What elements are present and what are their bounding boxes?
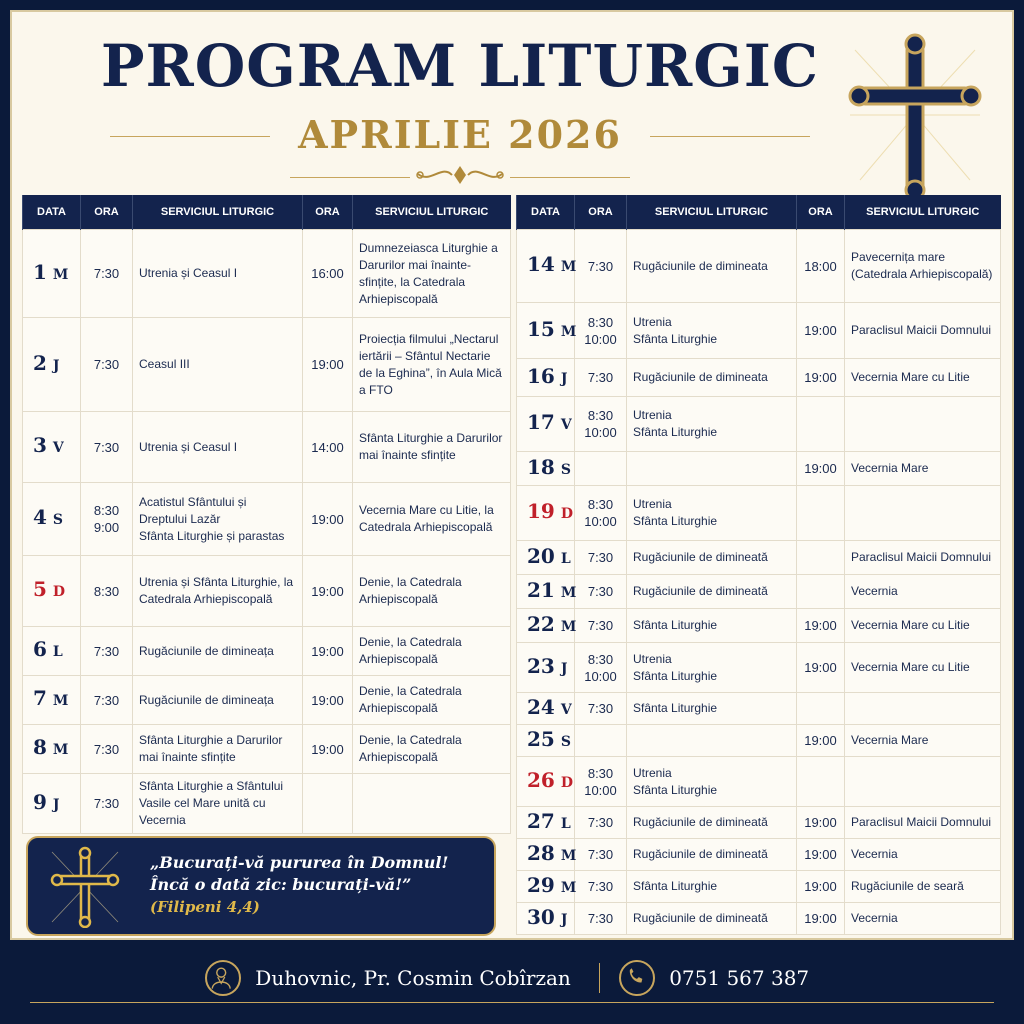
- table-row: [517, 871, 1001, 903]
- date-cell: [517, 693, 575, 725]
- table-row: [517, 486, 1001, 541]
- date-cell: [517, 230, 575, 303]
- schedule-table-left: [22, 195, 511, 834]
- table-row: [23, 556, 511, 627]
- date-number: 23: [527, 653, 555, 678]
- time-cell: 7:30: [575, 541, 627, 575]
- service-cell: Vecernia: [845, 903, 1001, 935]
- time-cell: 7:30: [81, 725, 133, 774]
- gold-divider-small-left: [290, 177, 410, 178]
- time-cell: 8:30 10:00: [575, 303, 627, 359]
- date-number: 30: [527, 904, 555, 929]
- service-cell: Rugăciunile de dimineată: [627, 903, 797, 935]
- table-row: [23, 412, 511, 483]
- footer-contact: [0, 960, 1024, 1000]
- date-cell: [23, 676, 81, 725]
- service-cell: Rugăciunile de dimineată: [627, 807, 797, 839]
- date-cell: [517, 486, 575, 541]
- time-cell: [797, 575, 845, 609]
- quote-line-1: „Bucurați-vă pururea în Domnul!: [150, 853, 449, 872]
- date-cell: [517, 575, 575, 609]
- phone-number[interactable]: 0751 567 387: [669, 966, 810, 990]
- service-cell: Acatistul Sfântului și Dreptului Lazăr Sfânta Liturghie și parastas: [133, 483, 303, 556]
- time-cell: 7:30: [575, 359, 627, 397]
- service-cell: Rugăciunile de dimineata: [627, 359, 797, 397]
- time-cell: 19:00: [797, 807, 845, 839]
- table-row: [517, 397, 1001, 452]
- phone-icon: [619, 960, 655, 996]
- service-cell: Vecernia Mare cu Litie: [845, 359, 1001, 397]
- service-cell: Sfânta Liturghie: [627, 871, 797, 903]
- date-number: 3: [33, 433, 47, 457]
- date-number: 19: [527, 499, 555, 523]
- table-row: [517, 575, 1001, 609]
- time-cell: 7:30: [81, 412, 133, 483]
- day-letter: M: [52, 693, 69, 709]
- schedule-table-right: [516, 195, 1001, 935]
- time-cell: 7:30: [575, 609, 627, 643]
- time-cell: [797, 757, 845, 807]
- time-cell: 19:00: [797, 903, 845, 935]
- date-number: 21: [527, 577, 555, 602]
- date-cell: [517, 807, 575, 839]
- time-cell: [797, 397, 845, 452]
- time-cell: 19:00: [303, 318, 353, 412]
- service-cell: [845, 693, 1001, 725]
- time-cell: 7:30: [575, 903, 627, 935]
- date-cell: [23, 412, 81, 483]
- service-cell: Vecernia Mare cu Litie, la Catedrala Arhiepiscopală: [353, 483, 511, 556]
- day-letter: V: [52, 440, 64, 456]
- table-row: [517, 807, 1001, 839]
- service-cell: Utrenia și Sfânta Liturghie, la Catedrala Arhiepiscopală: [133, 556, 303, 627]
- service-cell: Vecernia Mare: [845, 725, 1001, 757]
- header-ora: ORA: [81, 195, 133, 230]
- footer: [0, 944, 1024, 1024]
- time-cell: 16:00: [303, 230, 353, 318]
- time-cell: 19:00: [797, 452, 845, 486]
- time-cell: [797, 693, 845, 725]
- time-cell: [797, 541, 845, 575]
- day-letter: M: [560, 618, 577, 635]
- time-cell: 7:30: [575, 693, 627, 725]
- date-number: 5: [33, 577, 47, 601]
- day-letter: V: [560, 701, 572, 718]
- date-number: 1: [33, 259, 47, 284]
- day-letter: V: [560, 417, 572, 433]
- table-row: [517, 757, 1001, 807]
- service-cell: Rugăciunile de dimineata: [627, 230, 797, 303]
- time-cell: 8:30 10:00: [575, 643, 627, 693]
- table-row: [517, 303, 1001, 359]
- date-number: 14: [527, 252, 555, 276]
- header-data: DATA: [23, 195, 81, 230]
- date-cell: [517, 871, 575, 903]
- table-row: [23, 483, 511, 556]
- service-cell: Sfânta Liturghie: [627, 609, 797, 643]
- cross-icon: [50, 846, 120, 928]
- quote-text: [150, 852, 495, 918]
- header-serviciul: SERVICIUL LITURGIC: [133, 195, 303, 230]
- service-cell: Paraclisul Maicii Domnului: [845, 807, 1001, 839]
- time-cell: 7:30: [575, 807, 627, 839]
- day-letter: M: [560, 259, 577, 275]
- date-number: 6: [33, 637, 47, 661]
- service-cell: [845, 757, 1001, 807]
- table-header-row: [23, 195, 511, 230]
- table-row: [23, 230, 511, 318]
- table-row: [23, 725, 511, 774]
- date-cell: [23, 483, 81, 556]
- service-cell: Pavecernița mare (Catedrala Arhiepiscopală): [845, 230, 1001, 303]
- quote-line-2: Încă o dată zic: bucurați-vă!”: [150, 875, 412, 894]
- service-cell: Denie, la Catedrala Arhiepiscopală: [353, 676, 511, 725]
- time-cell: 7:30: [81, 318, 133, 412]
- table-row: [517, 839, 1001, 871]
- table-row: [23, 627, 511, 676]
- table-row: [517, 452, 1001, 486]
- day-letter: M: [560, 323, 577, 340]
- service-cell: [627, 452, 797, 486]
- service-cell: Sfânta Liturghie a Darurilor mai înainte sfințite: [133, 725, 303, 774]
- page-title: PROGRAM LITURGIC: [100, 32, 820, 100]
- service-cell: Vecernia Mare: [845, 452, 1001, 486]
- date-cell: [517, 725, 575, 757]
- time-cell: 19:00: [303, 627, 353, 676]
- service-cell: Utrenia Sfânta Liturghie: [627, 303, 797, 359]
- date-number: 9: [33, 789, 47, 814]
- day-letter: J: [52, 796, 60, 813]
- date-cell: [517, 839, 575, 871]
- date-number: 15: [527, 316, 555, 341]
- service-cell: Rugăciunile de dimineața: [133, 676, 303, 725]
- header-serviciul: SERVICIUL LITURGIC: [627, 195, 797, 230]
- date-cell: [517, 609, 575, 643]
- service-cell: Ceasul III: [133, 318, 303, 412]
- date-number: 17: [527, 410, 555, 434]
- time-cell: 19:00: [797, 725, 845, 757]
- time-cell: 19:00: [303, 483, 353, 556]
- time-cell: 8:30 10:00: [575, 397, 627, 452]
- time-cell: 7:30: [575, 871, 627, 903]
- time-cell: 19:00: [303, 556, 353, 627]
- table-row: [23, 318, 511, 412]
- service-cell: Dumnezeiasca Liturghie a Darurilor mai înainte-sfințite, la Catedrala Arhiepiscopală: [353, 230, 511, 318]
- gold-divider-small-right: [510, 177, 630, 178]
- service-cell: Utrenia și Ceasul I: [133, 412, 303, 483]
- service-cell: [627, 725, 797, 757]
- time-cell: [797, 486, 845, 541]
- table-row: [517, 609, 1001, 643]
- cross-icon: [845, 30, 985, 200]
- date-number: 29: [527, 872, 555, 897]
- service-cell: Rugăciunile de dimineată: [627, 541, 797, 575]
- day-letter: J: [52, 357, 60, 374]
- header-ora: ORA: [797, 195, 845, 230]
- day-letter: S: [560, 733, 571, 750]
- day-letter: S: [52, 512, 64, 528]
- day-letter: M: [52, 266, 69, 283]
- service-cell: Vecernia: [845, 575, 1001, 609]
- day-letter: D: [560, 774, 573, 791]
- priest-icon: [205, 960, 241, 996]
- service-cell: Denie, la Catedrala Arhiepiscopală: [353, 627, 511, 676]
- date-cell: [517, 643, 575, 693]
- service-cell: Utrenia Sfânta Liturghie: [627, 757, 797, 807]
- footer-separator: [599, 963, 600, 993]
- date-cell: [517, 359, 575, 397]
- table-row: [517, 903, 1001, 935]
- service-cell: Rugăciunile de dimineată: [627, 575, 797, 609]
- service-cell: Utrenia Sfânta Liturghie: [627, 486, 797, 541]
- time-cell: 7:30: [81, 230, 133, 318]
- date-cell: [23, 725, 81, 774]
- day-letter: L: [560, 815, 571, 832]
- footer-gold-line: [30, 1002, 994, 1003]
- time-cell: 7:30: [81, 627, 133, 676]
- service-cell: Vecernia Mare cu Litie: [845, 643, 1001, 693]
- table-row: [517, 643, 1001, 693]
- quote-reference: (Filipeni 4,4): [150, 898, 260, 916]
- table-header-row: [517, 195, 1001, 230]
- time-cell: [303, 774, 353, 834]
- flourish-ornament-icon: [410, 160, 510, 190]
- page-subtitle: APRILIE 2026: [298, 112, 622, 157]
- service-cell: Paraclisul Maicii Domnului: [845, 303, 1001, 359]
- time-cell: 19:00: [797, 643, 845, 693]
- service-cell: Rugăciunile de seară: [845, 871, 1001, 903]
- day-letter: J: [560, 660, 568, 677]
- date-number: 16: [527, 363, 555, 388]
- time-cell: 7:30: [575, 839, 627, 871]
- service-cell: [353, 774, 511, 834]
- table-row: [23, 774, 511, 834]
- date-number: 20: [527, 543, 555, 568]
- date-cell: [517, 757, 575, 807]
- day-letter: D: [52, 584, 66, 600]
- day-letter: L: [560, 550, 571, 567]
- date-cell: [23, 556, 81, 627]
- date-number: 25: [527, 726, 555, 751]
- header-data: DATA: [517, 195, 575, 230]
- date-number: 4: [33, 505, 47, 529]
- date-number: 7: [33, 686, 47, 710]
- table-row: [517, 230, 1001, 303]
- service-cell: [845, 486, 1001, 541]
- table-row: [517, 541, 1001, 575]
- time-cell: 19:00: [797, 303, 845, 359]
- date-cell: [517, 303, 575, 359]
- time-cell: 19:00: [797, 839, 845, 871]
- date-number: 27: [527, 808, 555, 833]
- header-serviciul: SERVICIUL LITURGIC: [353, 195, 511, 230]
- header-serviciul: SERVICIUL LITURGIC: [845, 195, 1001, 230]
- day-letter: D: [560, 506, 573, 522]
- service-cell: Vecernia: [845, 839, 1001, 871]
- day-letter: M: [560, 584, 577, 601]
- time-cell: 7:30: [81, 774, 133, 834]
- service-cell: Sfânta Liturghie a Sfântului Vasile cel Mare unită cu Vecernia: [133, 774, 303, 834]
- time-cell: 14:00: [303, 412, 353, 483]
- table-row: [23, 676, 511, 725]
- service-cell: Utrenia Sfânta Liturghie: [627, 643, 797, 693]
- date-cell: [517, 903, 575, 935]
- service-cell: Denie, la Catedrala Arhiepiscopală: [353, 556, 511, 627]
- date-number: 8: [33, 735, 47, 759]
- day-letter: J: [560, 370, 568, 387]
- time-cell: 19:00: [797, 609, 845, 643]
- service-cell: [845, 397, 1001, 452]
- date-number: 26: [527, 767, 555, 792]
- date-number: 18: [527, 454, 555, 479]
- service-cell: Rugăciunile de dimineată: [627, 839, 797, 871]
- service-cell: Rugăciunile de dimineața: [133, 627, 303, 676]
- date-cell: [517, 397, 575, 452]
- date-number: 2: [33, 350, 47, 375]
- time-cell: 7:30: [81, 676, 133, 725]
- time-cell: 19:00: [797, 359, 845, 397]
- date-number: 22: [527, 611, 555, 636]
- day-letter: M: [560, 847, 577, 864]
- table-row: [517, 693, 1001, 725]
- service-cell: Utrenia Sfânta Liturghie: [627, 397, 797, 452]
- header-ora: ORA: [575, 195, 627, 230]
- time-cell: 19:00: [303, 676, 353, 725]
- time-cell: 8:30 10:00: [575, 757, 627, 807]
- time-cell: 19:00: [303, 725, 353, 774]
- service-cell: Proiecția filmului „Nectarul iertării – Sfântul Nectarie de la Eghina”, în Aula Mică a FTO: [353, 318, 511, 412]
- day-letter: J: [560, 911, 568, 928]
- time-cell: 8:30 10:00: [575, 486, 627, 541]
- time-cell: 7:30: [575, 575, 627, 609]
- date-cell: [23, 774, 81, 834]
- day-letter: S: [560, 461, 571, 478]
- date-cell: [23, 627, 81, 676]
- day-letter: L: [52, 644, 63, 660]
- date-cell: [23, 318, 81, 412]
- time-cell: [575, 725, 627, 757]
- quote-box: [26, 836, 496, 936]
- date-number: 28: [527, 840, 555, 865]
- table-row: [517, 725, 1001, 757]
- table-row: [517, 359, 1001, 397]
- time-cell: 18:00: [797, 230, 845, 303]
- service-cell: Denie, la Catedrala Arhiepiscopală: [353, 725, 511, 774]
- time-cell: 8:30 9:00: [81, 483, 133, 556]
- service-cell: Utrenia și Ceasul I: [133, 230, 303, 318]
- date-number: 24: [527, 694, 555, 719]
- service-cell: Paraclisul Maicii Domnului: [845, 541, 1001, 575]
- service-cell: Sfânta Liturghie: [627, 693, 797, 725]
- time-cell: 7:30: [575, 230, 627, 303]
- time-cell: [575, 452, 627, 486]
- time-cell: 19:00: [797, 871, 845, 903]
- contact-name: Duhovnic, Pr. Cosmin Cobîrzan: [255, 966, 571, 990]
- date-cell: [23, 230, 81, 318]
- date-cell: [517, 452, 575, 486]
- header-ora: ORA: [303, 195, 353, 230]
- day-letter: M: [52, 742, 69, 758]
- service-cell: Sfânta Liturghie a Darurilor mai înainte sfințite: [353, 412, 511, 483]
- date-cell: [517, 541, 575, 575]
- day-letter: M: [560, 879, 577, 896]
- service-cell: Vecernia Mare cu Litie: [845, 609, 1001, 643]
- time-cell: 8:30: [81, 556, 133, 627]
